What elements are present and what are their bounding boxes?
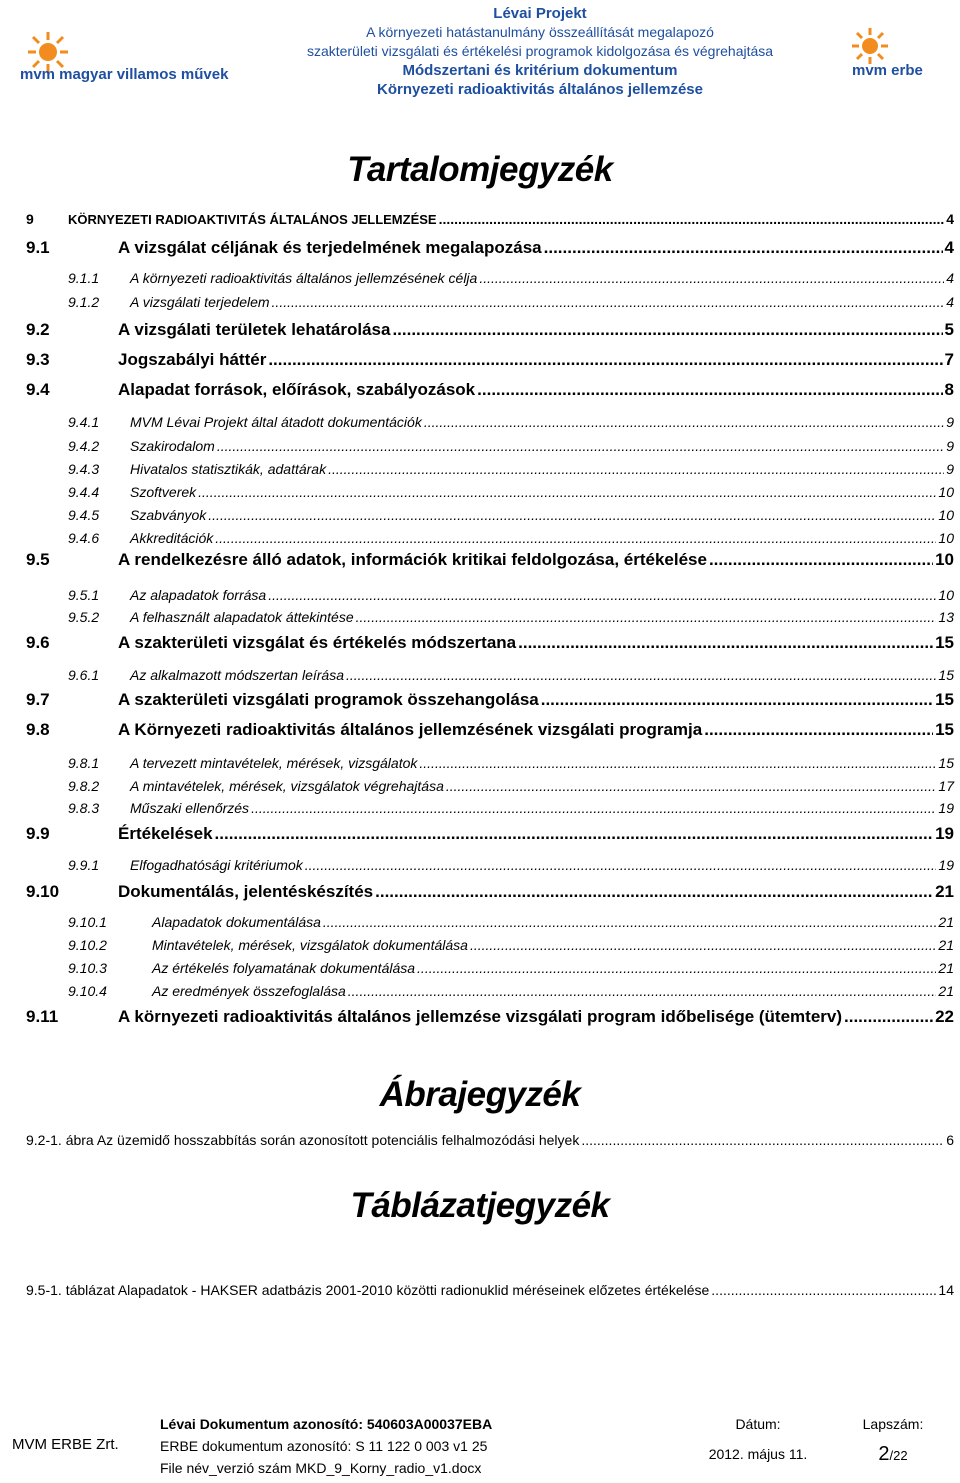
toc-entry-number: 9.4 bbox=[26, 380, 50, 399]
figure-entry-title: 9.2-1. ábra Az üzemidő hosszabbítás során azonosított potenciális felhalmozódási helyek bbox=[26, 1132, 580, 1148]
toc-entry-title: A tervezett mintavételek, mérések, vizsgálatok bbox=[130, 755, 418, 771]
toc-entry-page: 21 bbox=[938, 914, 954, 930]
leader-dots bbox=[446, 778, 937, 794]
toc-entry-title: Dokumentálás, jelentéskészítés bbox=[118, 882, 374, 901]
toc-entry-title: KÖRNYEZETI RADIOAKTIVITÁS ÁLTALÁNOS JELLEMZÉSE bbox=[68, 212, 437, 227]
toc-entry-page: 17 bbox=[938, 778, 954, 794]
toc-entry-title: A Környezeti radioaktivitás általános jellemzésének vizsgálati programja bbox=[118, 720, 703, 739]
toc-entry-number: 9.10.3 bbox=[68, 960, 107, 976]
toc-entry-page: 15 bbox=[938, 755, 954, 771]
header-line-4: Módszertani és kritérium dokumentum bbox=[402, 62, 678, 79]
toc-entry-title: Szabványok bbox=[130, 507, 207, 523]
toc-title: Tartalomjegyzék bbox=[347, 150, 613, 189]
toc-entry-page: 19 bbox=[938, 857, 954, 873]
erbe-sun-icon bbox=[838, 22, 938, 66]
footer-page-total: /22 bbox=[889, 1447, 908, 1463]
page-header bbox=[0, 0, 960, 110]
footer-page-number bbox=[832, 1432, 954, 1476]
leader-dots bbox=[711, 1282, 936, 1298]
toc-entry-page: 21 bbox=[938, 983, 954, 999]
mvm-logo-text: mvm magyar villamos művek bbox=[20, 66, 229, 83]
toc-entry-title: Akkreditációk bbox=[130, 530, 214, 546]
toc-entry-page: 10 bbox=[938, 530, 954, 546]
leader-dots bbox=[844, 1007, 933, 1027]
toc-entry-title: A felhasznált alapadatok áttekintése bbox=[130, 609, 354, 625]
leader-dots bbox=[544, 238, 943, 258]
toc-entry[interactable] bbox=[26, 501, 954, 523]
toc-entry-number: 9.10.1 bbox=[68, 914, 107, 930]
toc-entry-page: 15 bbox=[938, 667, 954, 683]
toc-entry[interactable] bbox=[26, 318, 954, 340]
toc-entry-number: 9.10 bbox=[26, 882, 60, 901]
toc-entry-title: Jogszabályi háttér bbox=[118, 350, 267, 369]
toc-entry[interactable] bbox=[26, 408, 954, 430]
leader-dots bbox=[251, 800, 936, 816]
footer-file: File név_verzió szám MKD_9_Korny_radio_v1.docx bbox=[160, 1460, 482, 1476]
toc-entry-page: 21 bbox=[938, 937, 954, 953]
toc-entry-title: A szakterületi vizsgálati programok összehangolása bbox=[118, 690, 539, 709]
mvm-erbe-logo bbox=[838, 22, 938, 92]
toc-entry-title: A vizsgálati terjedelem bbox=[130, 294, 270, 310]
toc-entry[interactable] bbox=[26, 581, 954, 603]
toc-entry-page: 9 bbox=[946, 414, 954, 430]
toc-entry-title: Az alapadatok forrása bbox=[130, 587, 267, 603]
toc-entry[interactable] bbox=[26, 524, 954, 546]
toc-entry[interactable] bbox=[26, 264, 954, 286]
toc-entry-page: 5 bbox=[944, 320, 954, 339]
toc-entry-page: 10 bbox=[938, 587, 954, 603]
toc-entry-title: Alapadatok dokumentálása bbox=[152, 914, 321, 930]
leader-dots bbox=[346, 667, 936, 683]
toc-entry-page: 10 bbox=[938, 484, 954, 500]
toc-entry-title: Értékelések bbox=[118, 824, 213, 843]
toc-entry[interactable] bbox=[26, 954, 954, 976]
figure-entry[interactable] bbox=[26, 1128, 954, 1148]
toc-entry-number: 9.1.2 bbox=[68, 294, 100, 310]
leader-dots bbox=[217, 438, 944, 454]
leader-dots bbox=[419, 755, 936, 771]
toc-entry[interactable] bbox=[26, 236, 954, 258]
toc-entry[interactable] bbox=[26, 432, 954, 454]
toc-entry[interactable] bbox=[26, 688, 954, 710]
leader-dots bbox=[581, 1132, 944, 1148]
footer-date-label: Dátum: bbox=[735, 1416, 781, 1432]
toc-entry[interactable] bbox=[26, 378, 954, 400]
toc-entry-number: 9.4.1 bbox=[68, 414, 100, 430]
toc-entry-number: 9.4.4 bbox=[68, 484, 100, 500]
toc-entry-page: 13 bbox=[938, 609, 954, 625]
toc-entry-title: Az eredmények összefoglalása bbox=[152, 983, 346, 999]
leader-dots bbox=[518, 633, 933, 653]
leader-dots bbox=[328, 461, 944, 477]
leader-dots bbox=[215, 824, 934, 844]
leader-dots bbox=[208, 507, 936, 523]
toc-entry-title: A mintavételek, mérések, vizsgálatok végrehajtása bbox=[130, 778, 444, 794]
toc-entry[interactable] bbox=[26, 772, 954, 794]
toc-entry[interactable] bbox=[26, 478, 954, 500]
leader-dots bbox=[323, 914, 937, 930]
header-line-1: Lévai Projekt bbox=[493, 5, 587, 22]
toc-entry-number: 9.5.2 bbox=[68, 609, 100, 625]
toc-entry-page: 8 bbox=[944, 380, 954, 399]
toc-entry-title: A rendelkezésre álló adatok, információk kritikai feldolgozása, értékelése bbox=[118, 550, 707, 569]
leader-dots bbox=[417, 960, 936, 976]
toc-entry-title: Szakirodalom bbox=[130, 438, 215, 454]
leader-dots bbox=[375, 882, 933, 902]
footer-erbe-id: ERBE dokumentum azonosító: S 11 122 0 003 v1 25 bbox=[160, 1438, 488, 1454]
toc-entry-page: 4 bbox=[946, 211, 954, 227]
toc-entry-page: 4 bbox=[944, 238, 954, 257]
toc-entry[interactable] bbox=[26, 455, 954, 477]
header-line-3: szakterületi vizsgálati és értékelési programok kidolgozása és végrehajtása bbox=[306, 43, 774, 59]
toc-entry-number: 9.3 bbox=[26, 350, 50, 369]
table-entry-title: 9.5-1. táblázat Alapadatok - HAKSER adatbázis 2001-2010 közötti radionuklid méréseinek előzetes értékelése bbox=[26, 1282, 710, 1298]
toc-entry-number: 9.8.2 bbox=[68, 778, 100, 794]
toc-entry-title: Az értékelés folyamatának dokumentálása bbox=[152, 960, 416, 976]
leader-dots bbox=[709, 550, 933, 570]
toc-entry-number: 9.6.1 bbox=[68, 667, 100, 683]
toc-entry-number: 9.8 bbox=[26, 720, 50, 739]
toc-entry-page: 9 bbox=[946, 438, 954, 454]
page-footer bbox=[8, 1412, 954, 1480]
toc-entry-number: 9.9.1 bbox=[68, 857, 100, 873]
toc-entry[interactable] bbox=[26, 1005, 954, 1027]
toc-entry[interactable] bbox=[26, 718, 954, 740]
toc-entry[interactable] bbox=[26, 851, 954, 873]
toc-entry-number: 9.9 bbox=[26, 824, 50, 843]
toc-entry-number: 9.8.1 bbox=[68, 755, 100, 771]
footer-date: 2012. május 11. bbox=[708, 1446, 808, 1462]
leader-dots bbox=[198, 484, 936, 500]
toc-entry-number: 9.4.6 bbox=[68, 530, 100, 546]
toc-entry-title: Szoftverek bbox=[130, 484, 197, 500]
toc-entry-page: 10 bbox=[935, 550, 954, 569]
toc-entry-page: 4 bbox=[946, 270, 954, 286]
leader-dots bbox=[439, 211, 945, 227]
leader-dots bbox=[470, 937, 936, 953]
toc-entry-number: 9 bbox=[26, 211, 34, 227]
toc-entry[interactable] bbox=[26, 794, 954, 816]
toc-entry-number: 9.4.3 bbox=[68, 461, 100, 477]
leader-dots bbox=[356, 609, 937, 625]
toc-entry-page: 4 bbox=[946, 294, 954, 310]
toc-entry-number: 9.11 bbox=[26, 1007, 59, 1026]
toc-entry-title: A vizsgálati területek lehatárolása bbox=[118, 320, 391, 339]
footer-page: 2 bbox=[878, 1442, 890, 1465]
toc-entry-page: 10 bbox=[938, 507, 954, 523]
toc-entry[interactable] bbox=[26, 631, 954, 653]
leader-dots bbox=[268, 587, 936, 603]
toc-entry[interactable] bbox=[26, 880, 954, 902]
header-line-2: A környezeti hatástanulmány összeállítását megalapozó bbox=[366, 24, 714, 40]
toc-entry[interactable] bbox=[26, 205, 954, 227]
leader-dots bbox=[215, 530, 936, 546]
toc-entry-page: 21 bbox=[935, 882, 954, 901]
toc-entry[interactable] bbox=[26, 977, 954, 999]
leader-dots bbox=[477, 380, 942, 400]
toc-entry-title: Mintavételek, mérések, vizsgálatok dokumentálása bbox=[152, 937, 468, 953]
header-line-5: Környezeti radioaktivitás általános jellemzése bbox=[377, 81, 703, 98]
toc-entry-title: Alapadat források, előírások, szabályozások bbox=[118, 380, 476, 399]
toc-entry-number: 9.4.2 bbox=[68, 438, 100, 454]
toc-entry-number: 9.1 bbox=[26, 238, 50, 257]
toc-entry-number: 9.4.5 bbox=[68, 507, 100, 523]
header-titles bbox=[280, 4, 800, 99]
toc-entry-page: 22 bbox=[935, 1007, 954, 1026]
leader-dots bbox=[392, 320, 942, 340]
leader-dots bbox=[272, 294, 945, 310]
toc-entry-title: Hivatalos statisztikák, adattárak bbox=[130, 461, 327, 477]
toc-entry[interactable] bbox=[26, 931, 954, 953]
toc-entry-title: Elfogadhatósági kritériumok bbox=[130, 857, 303, 873]
toc-entry[interactable] bbox=[26, 603, 954, 625]
toc-entry[interactable] bbox=[26, 348, 954, 370]
toc-entry-page: 9 bbox=[946, 461, 954, 477]
table-entry[interactable] bbox=[26, 1278, 954, 1298]
toc-entry-number: 9.10.2 bbox=[68, 937, 107, 953]
toc-entry-title: A környezeti radioaktivitás általános jellemzésének célja bbox=[130, 270, 478, 286]
toc-entry-page: 7 bbox=[944, 350, 954, 369]
toc-entry-page: 19 bbox=[938, 800, 954, 816]
toc-entry-number: 9.8.3 bbox=[68, 800, 100, 816]
toc-entry-number: 9.6 bbox=[26, 633, 50, 652]
leader-dots bbox=[424, 414, 944, 430]
toc-entry-page: 15 bbox=[935, 690, 954, 709]
toc-entry-title: MVM Lévai Projekt által átadott dokumentációk bbox=[130, 414, 422, 430]
leader-dots bbox=[704, 720, 933, 740]
leader-dots bbox=[479, 270, 944, 286]
figure-entry-page: 6 bbox=[946, 1132, 954, 1148]
toc-entry-title: A szakterületi vizsgálat és értékelés módszertana bbox=[118, 633, 517, 652]
toc-entry[interactable] bbox=[26, 908, 954, 930]
toc-entry[interactable] bbox=[26, 548, 954, 570]
toc-entry-title: A környezeti radioaktivitás általános jellemzése vizsgálati program időbelisége (ütemterv) bbox=[118, 1007, 843, 1026]
toc-entry-title: Műszaki ellenőrzés bbox=[130, 800, 250, 816]
footer-doc-id: Lévai Dokumentum azonosító: 540603A00037EBA bbox=[160, 1416, 493, 1432]
toc-entry[interactable] bbox=[26, 661, 954, 683]
tables-title: Táblázatjegyzék bbox=[350, 1186, 610, 1225]
toc-entry[interactable] bbox=[26, 822, 954, 844]
table-entry-page: 14 bbox=[938, 1282, 954, 1298]
toc-entry-title: Az alkalmazott módszertan leírása bbox=[130, 667, 344, 683]
toc-entry-title: A vizsgálat céljának és terjedelmének megalapozása bbox=[118, 238, 542, 257]
toc-entry-number: 9.5 bbox=[26, 550, 50, 569]
mvm-logo bbox=[20, 22, 270, 92]
toc-entry-number: 9.7 bbox=[26, 690, 50, 709]
toc-entry[interactable] bbox=[26, 749, 954, 771]
toc-entry-page: 15 bbox=[935, 720, 954, 739]
leader-dots bbox=[305, 857, 937, 873]
footer-page-label: Lapszám: bbox=[862, 1416, 924, 1432]
toc-entry-number: 9.2 bbox=[26, 320, 50, 339]
toc-entry[interactable] bbox=[26, 288, 954, 310]
toc-entry-number: 9.5.1 bbox=[68, 587, 100, 603]
figures-title: Ábrajegyzék bbox=[379, 1075, 581, 1114]
toc-entry-number: 9.1.1 bbox=[68, 270, 100, 286]
toc-entry-page: 19 bbox=[935, 824, 954, 843]
toc-entry-page: 21 bbox=[938, 960, 954, 976]
leader-dots bbox=[541, 690, 933, 710]
erbe-logo-text: mvm erbe bbox=[852, 62, 923, 79]
footer-company: MVM ERBE Zrt. bbox=[12, 1435, 119, 1453]
toc-entry-number: 9.10.4 bbox=[68, 983, 107, 999]
toc-entry-page: 15 bbox=[935, 633, 954, 652]
leader-dots bbox=[348, 983, 937, 999]
leader-dots bbox=[268, 350, 942, 370]
